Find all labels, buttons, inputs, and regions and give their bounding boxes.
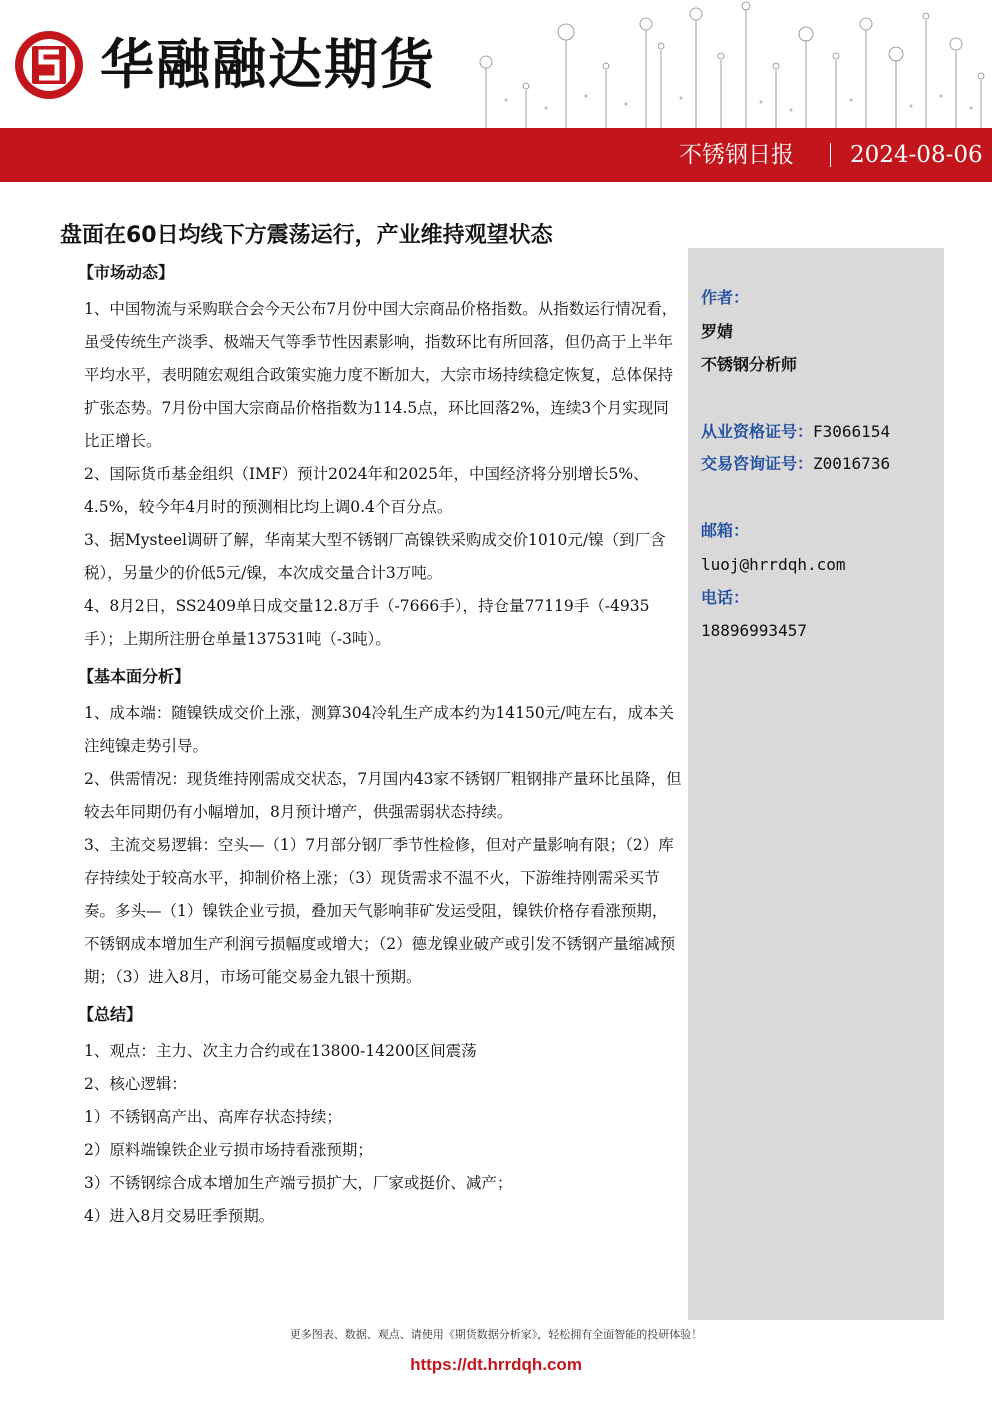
paragraph: 2、国际货币基金组织（IMF）预计2024年和2025年，中国经济将分别增长5%、4.5%，较今年4月时的预测相比均上调0.4个百分点。	[84, 465, 649, 516]
paragraph: 3、主流交易逻辑：空头—（1）7月部分钢厂季节性检修，但对产量影响有限；（2）库存持续处于较高水平，抑制价格上涨；（3）现货需求不温不火，下游维持刚需采买节奏。多头—（1）镍铁企业亏损，叠加天气影响菲矿发运受阻，镍铁价格存看涨预期，不锈钢成本增加生产利润亏损幅度或增大；（2）德龙镍业破产或引发不锈钢产量缩减预期；（3）进入8月，市场可能交易金九银十预期。	[84, 836, 676, 986]
phone-label: 电话：	[701, 588, 750, 607]
paragraph: 2、供需情况：现货维持刚需成交状态，7月国内43家不锈钢厂粗钢排产量环比虽降，但较去年同期仍有小幅增加，8月预计增产，供强需弱状态持续。	[84, 770, 682, 821]
paragraph: 3）不锈钢综合成本增加生产端亏损扩大，厂家或挺价、减产；	[84, 1174, 513, 1192]
paragraph: 1）不锈钢高产出、高库存状态持续；	[84, 1108, 342, 1126]
license-line	[701, 420, 890, 444]
title-separator	[830, 143, 831, 167]
section-title-fundamental: 【基本面分析】	[78, 667, 191, 686]
footer-link[interactable]: https://dt.hrrdqh.com	[410, 1355, 582, 1374]
decorative-pattern	[456, 0, 992, 128]
consult-line	[701, 452, 890, 476]
company-logo-icon	[12, 28, 86, 102]
license-value: F3066154	[813, 422, 891, 441]
report-date: 2024-08-06	[850, 142, 983, 168]
author-title: 不锈钢分析师	[701, 355, 798, 374]
consult-value: Z0016736	[813, 454, 891, 473]
paragraph: 4、8月2日，SS2409单日成交量12.8万手（-7666手），持仓量77119手（-4935手）；上期所注册仓单量137531吨（-3吨）。	[84, 597, 650, 648]
consult-label: 交易咨询证号：	[701, 454, 814, 473]
paragraph: 1、中国物流与采购联合会今天公布7月份中国大宗商品价格指数。从指数运行情况看，虽受传统生产淡季、极端天气等季节性因素影响，指数环比有所回落，但仍高于上半年平均水平，表明随宏观组合政策实施力度不断加大，大宗市场持续稳定恢复，总体保持扩张态势。7月份中国大宗商品价格指数为114.5点，环比回落2%，连续3个月实现同比正增长。	[84, 300, 678, 450]
title-bar	[0, 128, 992, 182]
paragraph: 2）原料端镍铁企业亏损市场持看涨预期；	[84, 1141, 373, 1159]
email-label: 邮箱：	[701, 521, 750, 540]
section-title-market: 【市场动态】	[78, 263, 175, 282]
report-type: 不锈钢日报	[679, 142, 794, 168]
section-title-summary: 【总结】	[78, 1005, 143, 1024]
paragraph: 1、观点：主力、次主力合约或在13800-14200区间震荡	[84, 1042, 477, 1060]
phone-value: 18896993457	[701, 621, 807, 640]
license-label: 从业资格证号：	[701, 422, 814, 441]
author-name: 罗婧	[701, 322, 734, 341]
author-label: 作者：	[701, 288, 750, 307]
paragraph: 2、核心逻辑：	[84, 1075, 187, 1093]
paragraph: 3、据Mysteel调研了解，华南某大型不锈钢厂高镍铁采购成交价1010元/镍（到厂含税），另量少的价低5元/镍，本次成交量合计3万吨。	[84, 531, 666, 582]
paragraph: 1、成本端：随镍铁成交价上涨，测算304冷轧生产成本约为14150元/吨左右，成本关注纯镍走势引导。	[84, 704, 674, 755]
author-sidebar	[688, 248, 944, 1320]
email-value[interactable]: luoj@hrrdqh.com	[701, 555, 846, 574]
footer-note: 更多图表、数据、观点、请使用《期货数据分析家》，轻松拥有全面智能的投研体验！	[289, 1328, 703, 1341]
report-header	[0, 0, 992, 182]
main-content	[78, 256, 682, 1233]
paragraph: 4）进入8月交易旺季预期。	[84, 1207, 275, 1225]
brand-name: 华融融达期货	[100, 33, 436, 96]
headline: 盘面在60日均线下方震荡运行，产业维持观望状态	[60, 223, 553, 248]
